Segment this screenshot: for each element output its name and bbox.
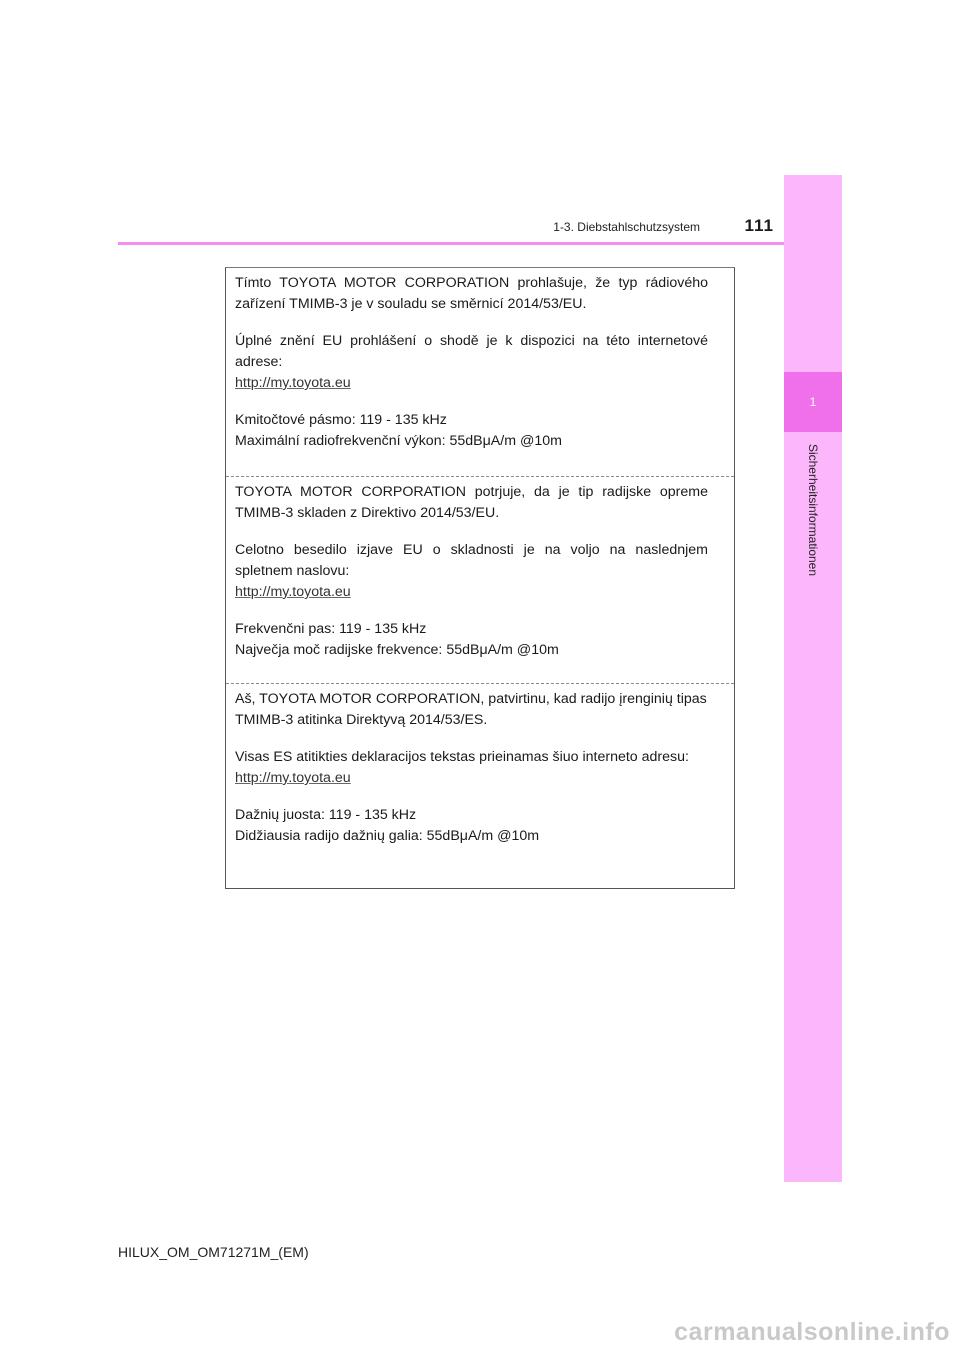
declaration-specs: [235, 805, 708, 847]
declaration-specs: [235, 410, 708, 452]
declaration-slovenian: [226, 476, 734, 683]
frequency-band: Dažnių juosta: 119 - 135 kHz: [235, 807, 417, 823]
header-rule: [118, 242, 784, 245]
declaration-specs: [235, 619, 708, 661]
max-power: Maximální radiofrekvenční výkon: 55dBμA/m @10m: [235, 433, 562, 449]
max-power: Največja moč radijske frekvence: 55dBμA/m @10m: [235, 642, 559, 658]
side-tab: [784, 175, 842, 1182]
chapter-number: 1: [809, 395, 817, 409]
declaration-link[interactable]: http://my.toyota.eu: [235, 375, 351, 391]
declaration-availability: [235, 540, 708, 603]
declaration-link[interactable]: http://my.toyota.eu: [235, 770, 351, 786]
page-number: 111: [744, 216, 774, 235]
declaration-availability: [235, 747, 708, 789]
declaration-czech: [226, 268, 734, 476]
availability-text: Celotno besedilo izjave EU o skladnosti je na voljo na naslednjem spletnem naslovu:: [235, 542, 708, 579]
declaration-availability: [235, 331, 708, 394]
availability-text: Visas ES atitikties deklaracijos tekstas prieinamas šiuo interneto adresu:: [235, 749, 689, 765]
watermark[interactable]: carmanualsonline.info: [674, 1318, 950, 1346]
declaration-statement: TOYOTA MOTOR CORPORATION potrjuje, da je tip radijske opreme TMIMB-3 skladen z Direktivo 2014/53/EU.: [235, 484, 708, 521]
declaration-link[interactable]: http://my.toyota.eu: [235, 584, 351, 600]
frequency-band: Kmitočtové pásmo: 119 - 135 kHz: [235, 412, 447, 428]
max-power: Didžiausia radijo dažnių galia: 55dBμA/m @10m: [235, 828, 540, 844]
declaration-lithuanian: [226, 683, 734, 888]
frequency-band: Frekvenčni pas: 119 - 135 kHz: [235, 621, 427, 637]
availability-text: Úplné znění EU prohlášení o shodě je k dispozici na této internetové adrese:: [235, 333, 708, 370]
declaration-statement: Aš, TOYOTA MOTOR CORPORATION, patvirtinu, kad radijo įrenginių tipas TMIMB-3 atitinka Direktyvą 2014/53/ES.: [235, 691, 707, 728]
section-title: 1-3. Diebstahlschutzsystem: [553, 220, 700, 234]
declaration-statement: Tímto TOYOTA MOTOR CORPORATION prohlašuje, že typ rádiového zařízení TMIMB-3 je v souladu se směrnicí 2014/53/EU.: [235, 275, 708, 312]
declaration-box: [225, 267, 735, 889]
chapter-label: Sicherheitsinformationen: [806, 443, 820, 577]
chapter-number-block[interactable]: [784, 372, 842, 432]
footer-manual-code: HILUX_OM_OM71271M_(EM): [118, 1244, 309, 1260]
